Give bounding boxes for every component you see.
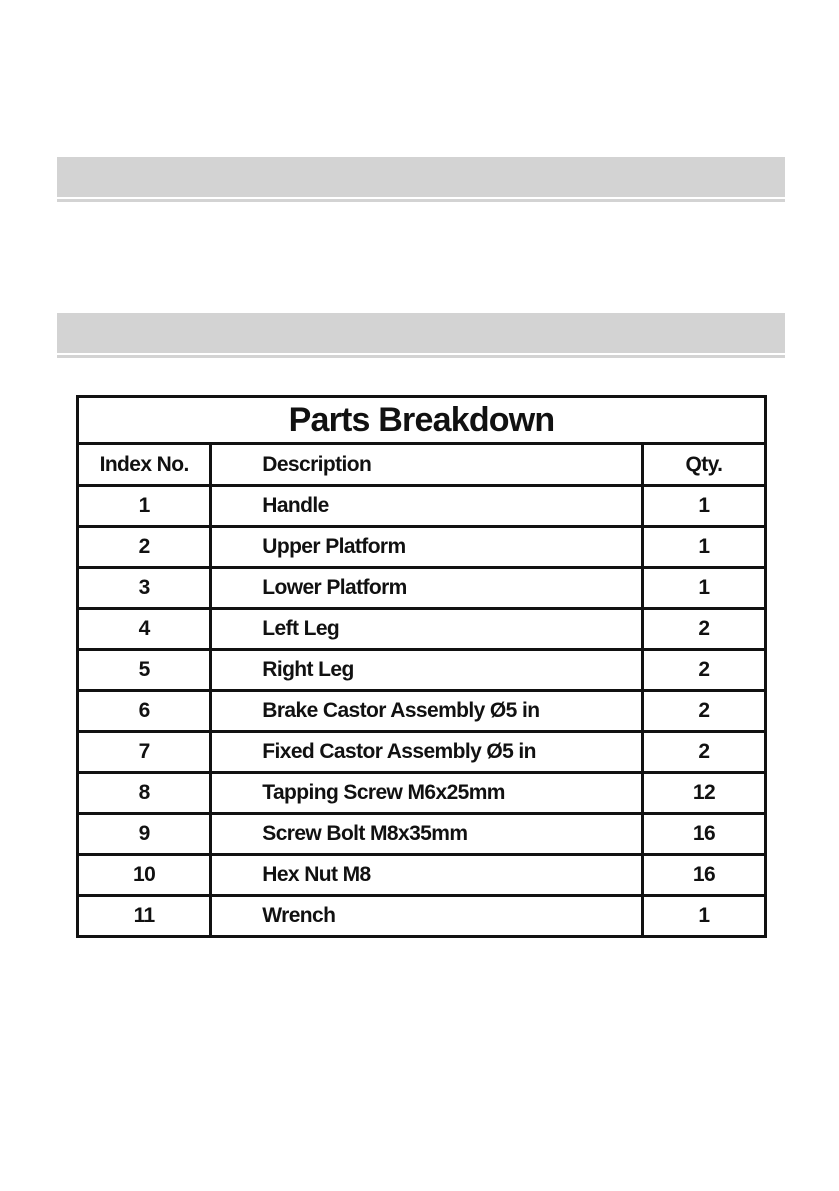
parts-breakdown-table (76, 395, 767, 938)
qty-cell: 12 (642, 773, 765, 814)
table-row (78, 814, 766, 855)
table-row (78, 896, 766, 937)
table-title-row (78, 397, 766, 444)
header-index-no: Index No. (78, 444, 211, 486)
qty-cell: 2 (642, 732, 765, 773)
index-cell: 8 (78, 773, 211, 814)
qty-cell: 16 (642, 855, 765, 896)
qty-cell: 2 (642, 650, 765, 691)
table-row (78, 773, 766, 814)
description-cell: Right Leg (211, 650, 643, 691)
table-row (78, 691, 766, 732)
qty-cell: 1 (642, 896, 765, 937)
qty-cell: 16 (642, 814, 765, 855)
table-header-row (78, 444, 766, 486)
table-title: Parts Breakdown (78, 397, 766, 444)
table-row (78, 527, 766, 568)
qty-cell: 1 (642, 527, 765, 568)
table-row (78, 609, 766, 650)
section-divider-2 (57, 355, 785, 358)
description-cell: Screw Bolt M8x35mm (211, 814, 643, 855)
index-cell: 11 (78, 896, 211, 937)
qty-cell: 2 (642, 609, 765, 650)
header-qty: Qty. (642, 444, 765, 486)
index-cell: 1 (78, 486, 211, 527)
description-cell: Wrench (211, 896, 643, 937)
description-cell: Left Leg (211, 609, 643, 650)
description-cell: Upper Platform (211, 527, 643, 568)
description-cell: Handle (211, 486, 643, 527)
index-cell: 9 (78, 814, 211, 855)
table-row (78, 568, 766, 609)
index-cell: 6 (78, 691, 211, 732)
index-cell: 3 (78, 568, 211, 609)
description-cell: Brake Castor Assembly Ø5 in (211, 691, 643, 732)
table-row (78, 855, 766, 896)
table-row (78, 486, 766, 527)
index-cell: 10 (78, 855, 211, 896)
index-cell: 2 (78, 527, 211, 568)
description-cell: Tapping Screw M6x25mm (211, 773, 643, 814)
section-header-bar-2 (57, 313, 785, 353)
qty-cell: 1 (642, 568, 765, 609)
header-description: Description (211, 444, 643, 486)
table-row (78, 650, 766, 691)
section-divider-1 (57, 199, 785, 202)
qty-cell: 2 (642, 691, 765, 732)
index-cell: 4 (78, 609, 211, 650)
table-row (78, 732, 766, 773)
index-cell: 7 (78, 732, 211, 773)
qty-cell: 1 (642, 486, 765, 527)
description-cell: Lower Platform (211, 568, 643, 609)
description-cell: Hex Nut M8 (211, 855, 643, 896)
index-cell: 5 (78, 650, 211, 691)
section-header-bar-1 (57, 157, 785, 197)
description-cell: Fixed Castor Assembly Ø5 in (211, 732, 643, 773)
